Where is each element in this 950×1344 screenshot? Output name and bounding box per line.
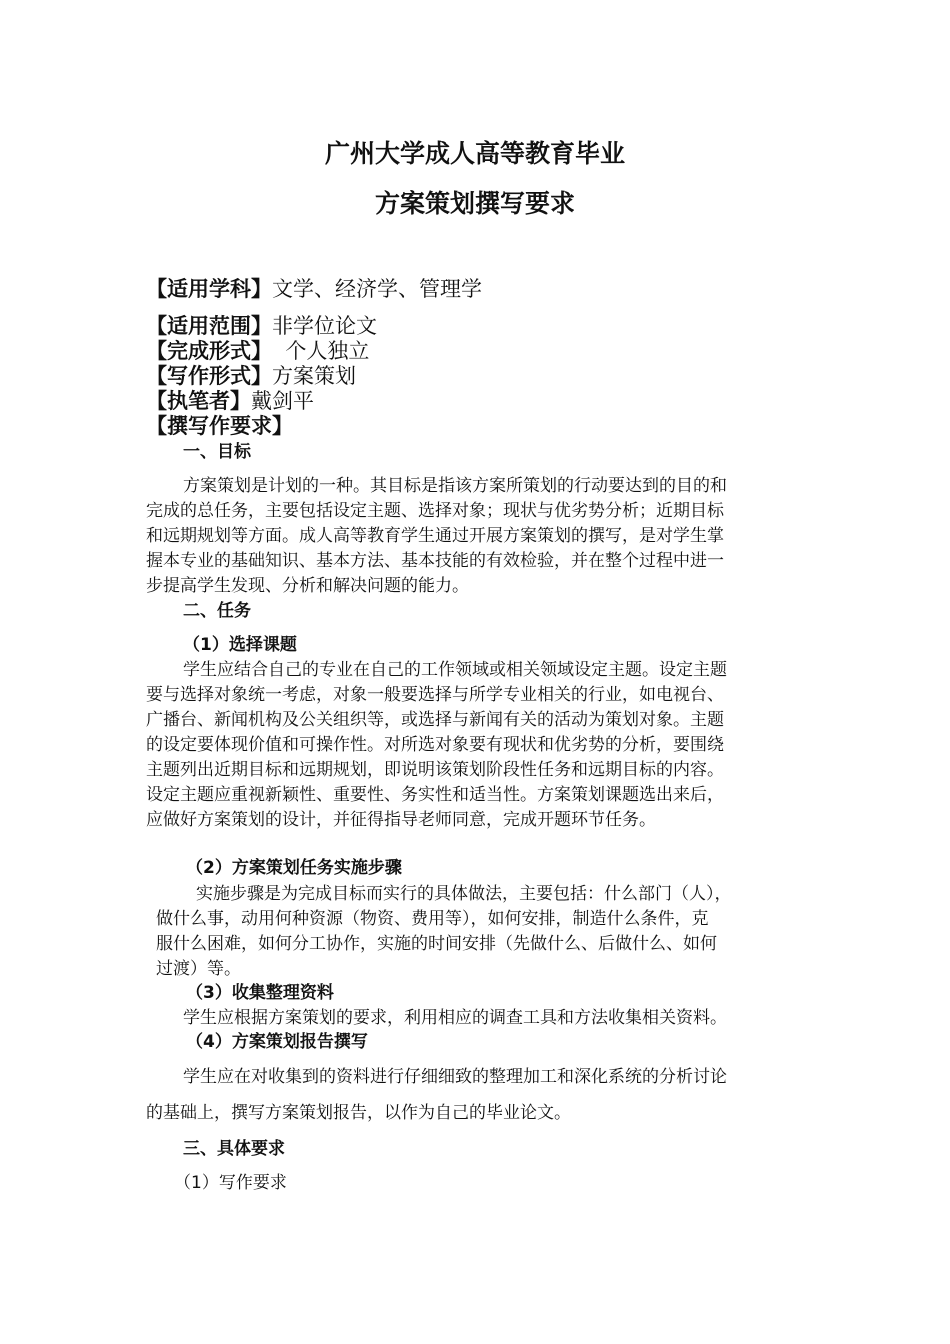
paragraph-line: 服什么困难，如何分工协作，实施的时间安排（先做什么、后做什么、如何 [156, 934, 717, 954]
paragraph-line: 的设定要体现价值和可操作性。对所选对象要有现状和优劣势的分析，要围绕 [146, 735, 724, 755]
paragraph-line: 过渡）等。 [156, 959, 241, 979]
meta-value: 方案策划 [272, 364, 356, 388]
section-heading: 三、具体要求 [183, 1139, 285, 1159]
paragraph-line: 广播台、新闻机构及公关组织等，或选择与新闻有关的活动为策划对象。主题 [146, 710, 724, 730]
paragraph-line: 步提高学生发现、分析和解决问题的能力。 [146, 576, 469, 596]
meta-value: 非学位论文 [272, 314, 377, 338]
paragraph-line: 实施步骤是为完成目标而实行的具体做法，主要包括：什么部门（人）， [196, 884, 732, 904]
subsection-heading: （2）方案策划任务实施步骤 [186, 858, 402, 878]
section-heading: 一、目标 [183, 442, 251, 462]
document-title: 广州大学成人高等教育毕业 [324, 139, 625, 168]
meta-key: 【适用范围】 [146, 314, 272, 338]
paragraph-line: 和远期规划等方面。成人高等教育学生通过开展方案策划的撰写，是对学生掌 [146, 526, 724, 546]
paragraph-line: 设定主题应重视新颖性、重要性、务实性和适当性。方案策划课题选出来后， [146, 785, 724, 805]
paragraph-line: 的基础上，撰写方案策划报告，以作为自己的毕业论文。 [146, 1103, 571, 1123]
paragraph-line: 完成的总任务，主要包括设定主题、选择对象；现状与优劣势分析；近期目标 [146, 501, 724, 521]
paragraph-line: 应做好方案策划的设计，并征得指导老师同意，完成开题环节任务。 [146, 810, 656, 830]
meta-key: 【适用学科】 [146, 277, 272, 301]
paragraph-line: 学生应结合自己的专业在自己的工作领域或相关领域设定主题。设定主题 [183, 660, 727, 680]
paragraph-line: 做什么事，动用何种资源（物资、费用等），如何安排，制造什么条件，克 [156, 909, 709, 929]
meta-value: 文学、经济学、管理学 [272, 277, 482, 301]
meta-key: 【撰写作要求】 [146, 414, 293, 438]
section-heading: 二、任务 [183, 601, 251, 621]
paragraph-line: 学生应根据方案策划的要求，利用相应的调查工具和方法收集相关资料。 [183, 1008, 727, 1028]
meta-key: 【完成形式】 [146, 339, 272, 363]
paragraph-line: 要与选择对象统一考虑，对象一般要选择与所学专业相关的行业，如电视台、 [146, 685, 724, 705]
paragraph-line: 学生应在对收集到的资料进行仔细细致的整理加工和深化系统的分析讨论 [183, 1067, 727, 1087]
meta-value: 戴剑平 [251, 389, 314, 413]
subsection-heading: （1）选择课题 [183, 635, 297, 655]
paragraph-line: 握本专业的基础知识、基本方法、基本技能的有效检验，并在整个过程中进一 [146, 551, 724, 571]
meta-value: 个人独立 [272, 339, 370, 363]
subsection-heading: （3）收集整理资料 [186, 983, 334, 1003]
meta-requirements [146, 410, 293, 440]
meta-subject [146, 273, 482, 303]
paragraph-line: 主题列出近期目标和远期规划，即说明该策划阶段性任务和远期目标的内容。 [146, 760, 724, 780]
document-subtitle: 方案策划撰写要求 [374, 189, 575, 218]
paragraph-line: 方案策划是计划的一种。其目标是指该方案所策划的行动要达到的目的和 [183, 476, 727, 496]
subsection-heading: （1）写作要求 [174, 1173, 287, 1193]
meta-key: 【执笔者】 [146, 389, 251, 413]
meta-key: 【写作形式】 [146, 364, 272, 388]
subsection-heading: （4）方案策划报告撰写 [186, 1032, 368, 1052]
